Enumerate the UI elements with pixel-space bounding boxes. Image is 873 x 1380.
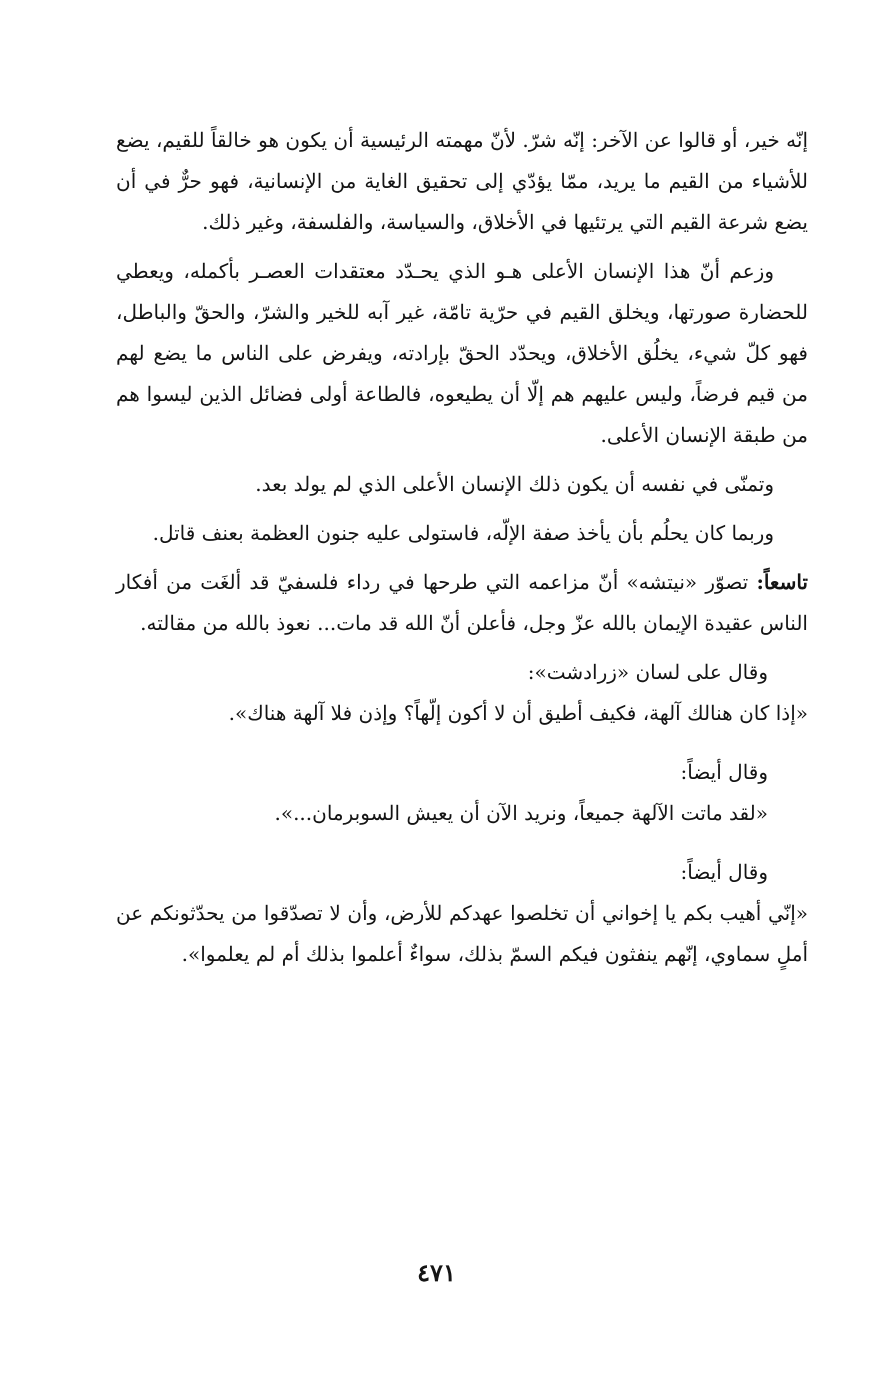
point-heading: تاسعاً: [756, 570, 808, 594]
paragraph-3: وتمنّى في نفسه أن يكون ذلك الإنسان الأعلى الذي لم يولد بعد. [255, 472, 774, 496]
quote-intro-1: وقال على لسان «زرادشت»: [527, 660, 768, 684]
paragraph-5-text: تصوّر «نيتشه» أنّ مزاعمه التي طرحها في رداء فلسفيّ قد ألغَت من أفكار الناس عقيدة الإيمان بالله عزّ وجل، فأعلن أنّ الله قد مات... نعوذ بالله من مقالته. [116, 570, 808, 635]
page-number: ٤٧١ [417, 1258, 456, 1287]
paragraph-4: وربما كان يحلُم بأن يأخذ صفة الإلّه، فاستولى عليه جنون العظمة بعنف قاتل. [152, 521, 774, 545]
page-body [116, 120, 808, 983]
spacer [116, 842, 808, 852]
quote-intro-3: وقال أيضاً: [680, 860, 768, 884]
spacer [116, 742, 808, 752]
quote-intro-2: وقال أيضاً: [680, 760, 768, 784]
quote-1: «إذا كان هنالك آلهة، فكيف أطيق أن لا أكون إلّهاً؟ وإذن فلا آلهة هناك». [228, 701, 808, 725]
paragraph-5 [116, 562, 808, 644]
quote-3: «إنّي أهيب بكم يا إخواني أن تخلصوا عهدكم للأرض، وأن لا تصدّقوا من يحدّثونكم عن أملٍ سماوي، إنّهم ينفثون فيكم السمّ بذلك، سواءٌ أعلموا بذلك أم لم يعلموا». [116, 901, 808, 966]
paragraph-2: وزعم أنّ هذا الإنسان الأعلى هـو الذي يحـدّد معتقدات العصـر بأكمله، ويعطي للحضارة صورتها، ويخلق القيم في حرّية تامّة، غير آبه للخير والشرّ، والحقّ والباطل، فهو كلّ شيء، يخلُق الأخلاق، ويحدّد الحقّ بإرادته، ويفرض على الناس ما يضع لهم من قيم فرضاً، وليس عليهم هم إلّا أن يطيعوه، فالطاعة أولى فضائل الذين ليسوا هم من طبقة الإنسان الأعلى. [116, 259, 808, 447]
quote-2: «لقد ماتت الآلهة جميعاً، ونريد الآن أن يعيش السوبرمان...». [274, 801, 768, 825]
paragraph-1: إنّه خير، أو قالوا عن الآخر: إنّه شرّ. لأنّ مهمته الرئيسية أن يكون هو خالقاً للقيم، يضع للأشياء من القيم ما يريد، ممّا يؤدّي إلى تحقيق الغاية من الإنسانية، فهو حرٌّ في أن يضع شرعة القيم التي يرتئيها في الأخلاق، والسياسة، والفلسفة، وغير ذلك. [116, 128, 808, 234]
